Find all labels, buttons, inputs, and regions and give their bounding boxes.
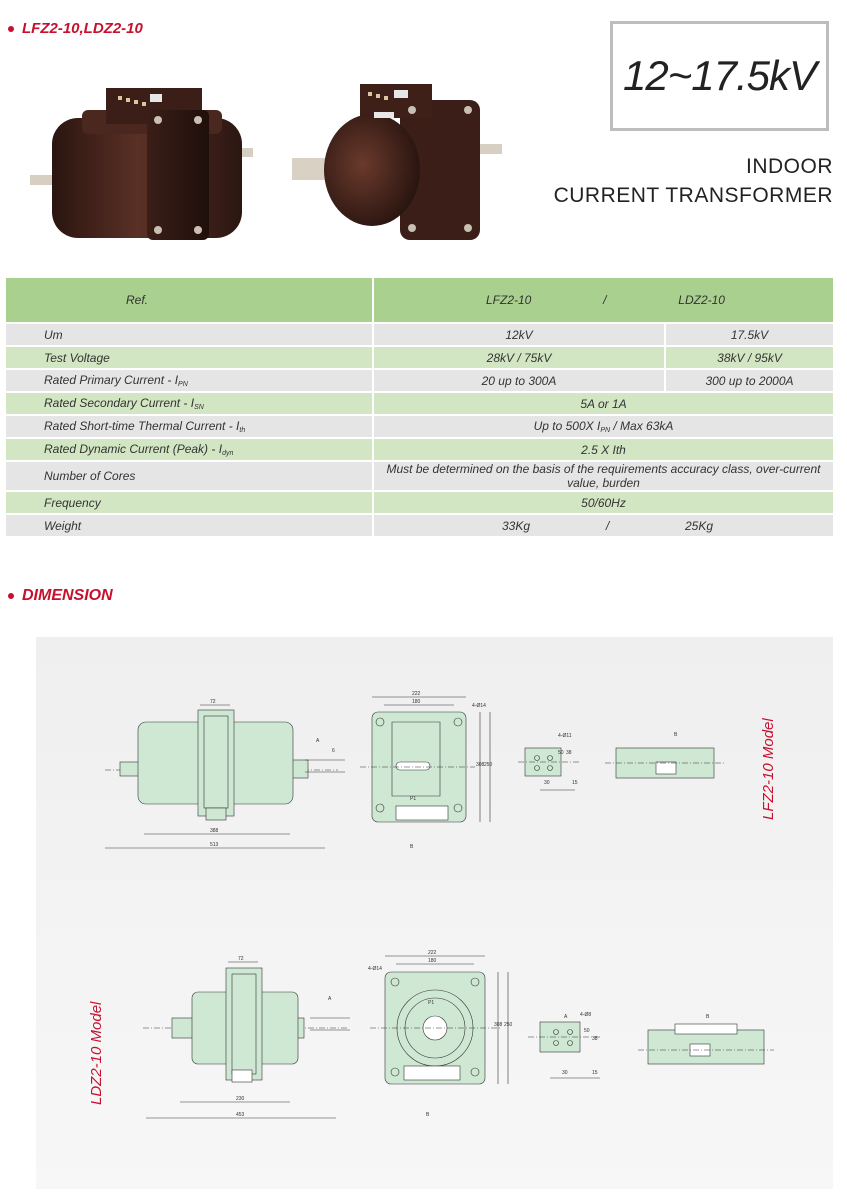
- cell-value: 20 up to 300A: [373, 369, 665, 392]
- ldz-model-label: LDZ2-10 Model: [88, 1001, 105, 1105]
- row-label-text: Rated Short-time Thermal Current - I: [44, 419, 240, 433]
- header-separator: /: [603, 293, 607, 307]
- ldz-dim-15: 15: [592, 1070, 598, 1076]
- cell-value: 17.5kV: [665, 323, 833, 346]
- row-label: Number of Cores: [6, 461, 373, 491]
- product-title-text: LFZ2-10,LDZ2-10: [22, 20, 143, 37]
- lfz-dim-222: 222: [412, 691, 421, 697]
- weight-separator: /: [605, 518, 610, 533]
- ldz-dim-72: 72: [238, 956, 244, 962]
- lfz-dim-308: 308: [476, 762, 485, 768]
- lfz-label-p1: P1: [410, 796, 417, 802]
- ldz-dim-50: 50: [584, 1028, 590, 1034]
- lfz-dim-250: 250: [484, 762, 493, 768]
- cell-value: 12kV: [373, 323, 665, 346]
- cell-value: 28kV / 75kV: [373, 346, 665, 369]
- lfz-dim-30: 30: [544, 780, 550, 786]
- row-label: Test Voltage: [6, 346, 373, 369]
- lfz-dim-180: 180: [412, 699, 421, 705]
- cell-value: 5A or 1A: [373, 392, 833, 415]
- cell-value: 50/60Hz: [373, 491, 833, 514]
- header-model-b: LDZ2-10: [678, 293, 725, 307]
- thermal-value-post: / Max 63kA: [610, 419, 674, 433]
- lfz-dim-38: 38: [566, 750, 572, 756]
- lfz-dim-513: 513: [210, 842, 219, 848]
- ldz-dim-453: 453: [236, 1112, 245, 1118]
- lfz-label-a: A: [316, 738, 320, 744]
- lfz-bottom-detail: [605, 748, 726, 778]
- ldz-label-b: B: [426, 1112, 430, 1118]
- ldz-side-holes: 4-Ø8: [580, 1012, 592, 1018]
- row-label-text: Rated Primary Current - I: [44, 373, 179, 387]
- dimension-title-text: DIMENSION: [22, 587, 113, 604]
- ldz-label-p1: P1: [428, 1000, 435, 1006]
- thermal-value-sub: PN: [600, 427, 611, 434]
- row-label-text: Rated Secondary Current - I: [44, 396, 195, 410]
- ldz-dim-308: 308: [494, 1022, 503, 1028]
- weight-b: 25Kg: [684, 518, 713, 533]
- ldz-dim-38: 38: [592, 1036, 598, 1042]
- row-label-sub: th: [239, 427, 246, 434]
- cell-value: Must be determined on the basis of the requirements accuracy class, over-current value, burden: [373, 461, 833, 491]
- ldz-dim-250: 250: [504, 1022, 513, 1028]
- ldz-holes: 4-Ø14: [368, 966, 382, 972]
- lfz-model-label: LFZ2-10 Model: [760, 718, 777, 820]
- lfz-dim-72: 72: [210, 699, 216, 705]
- voltage-rating: 12~17.5kV: [622, 52, 816, 99]
- lfz-dim-50: 50: [558, 750, 564, 756]
- lfz-holes: 4-Ø14: [472, 703, 486, 709]
- ldz-label-a: A: [328, 996, 332, 1002]
- header-model-a: LFZ2-10: [486, 293, 532, 307]
- subtitle-current-transformer: CURRENT TRANSFORMER: [553, 184, 833, 207]
- ldz-side-view: [143, 962, 350, 1118]
- ldz-bottom-label-b: B: [706, 1014, 710, 1020]
- lfz-bottom-label-b: B: [674, 732, 678, 738]
- thermal-value-pre: Up to 500X I: [533, 419, 601, 433]
- row-label: Um: [6, 323, 373, 346]
- ldz-dim-230: 230: [236, 1096, 245, 1102]
- lfz-dim-388: 388: [210, 828, 219, 834]
- lfz-dim-15: 15: [572, 780, 578, 786]
- cell-value: 2.5 X Ith: [373, 438, 833, 461]
- subtitle-indoor: INDOOR: [746, 155, 833, 178]
- cell-value: 38kV / 95kV: [665, 346, 833, 369]
- row-label: Frequency: [6, 491, 373, 514]
- ldz-bottom-detail: [638, 1024, 774, 1064]
- cell-value: 300 up to 2000A: [665, 369, 833, 392]
- lfz-front-view: [360, 697, 490, 822]
- row-label-sub: SN: [194, 404, 204, 411]
- ldz-label-a2: A: [564, 1014, 568, 1020]
- row-label: Weight: [6, 514, 373, 537]
- ldz-dim-180: 180: [428, 958, 437, 964]
- row-label-text: Rated Dynamic Current (Peak) - I: [44, 442, 223, 456]
- weight-a: 33Kg: [502, 518, 531, 533]
- ldz-dim-30: 30: [562, 1070, 568, 1076]
- lfz-side-view: [105, 705, 345, 848]
- lfz-side-holes: 4-Ø11: [558, 733, 572, 739]
- header-ref: Ref.: [6, 278, 373, 323]
- ldz-dim-222: 222: [428, 950, 437, 956]
- lfz-label-b: B: [410, 844, 414, 850]
- row-label-sub: PN: [178, 381, 188, 388]
- lfz-dim-6: 6: [332, 748, 335, 754]
- ldz-front-view: [370, 956, 508, 1084]
- row-label-sub: dyn: [222, 450, 234, 457]
